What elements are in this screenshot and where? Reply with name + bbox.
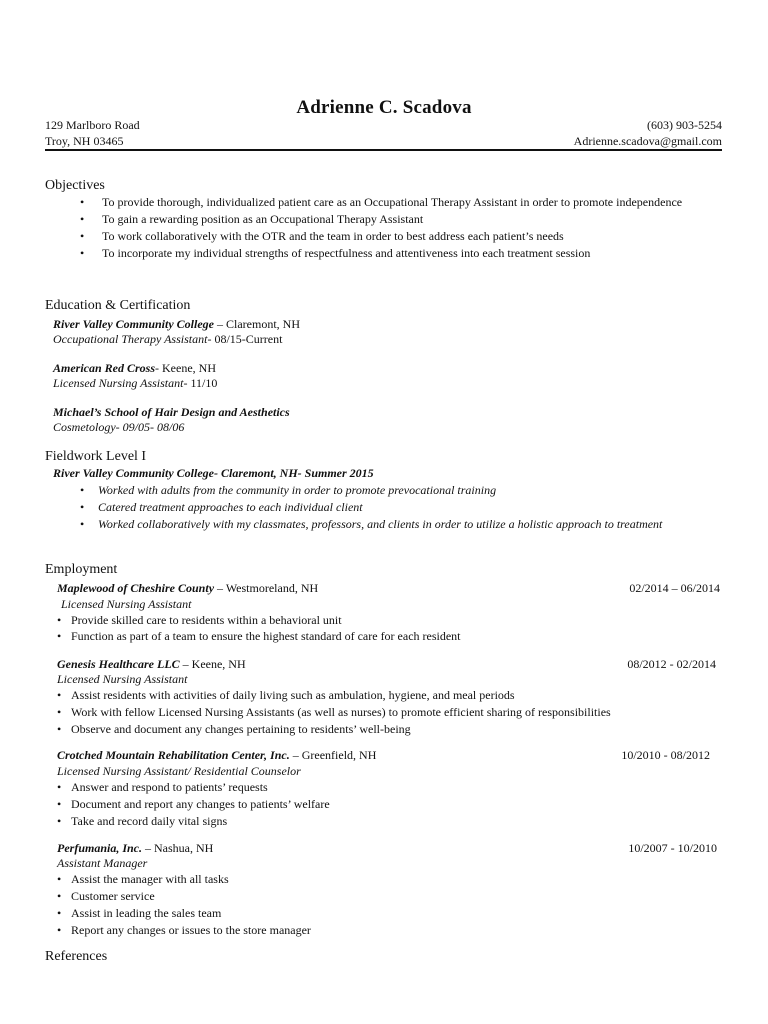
duty-text: Customer service [71, 889, 155, 903]
duty-text: Answer and respond to patients’ requests [71, 780, 268, 794]
header-divider [45, 149, 722, 151]
bullet-icon: • [57, 705, 62, 719]
program-dates: - 11/10 [183, 376, 218, 390]
job-duty [57, 905, 221, 921]
employer-name: Maplewood of Cheshire County [57, 581, 215, 595]
duty-text: Take and record daily vital signs [71, 814, 228, 828]
employer-name: Genesis Healthcare LLC [57, 657, 180, 671]
email-address: Adrienne.scadova@gmail.com [573, 134, 722, 148]
fieldwork-title: River Valley Community College- Claremont, NH- Summer 2015 [53, 466, 374, 480]
bullet-icon: • [80, 483, 85, 497]
program-dates: - 08/15-Current [207, 332, 283, 346]
objective-item [80, 228, 94, 244]
bullet-icon: • [57, 889, 62, 903]
address-line-2: Troy, NH 03465 [45, 134, 124, 148]
objectives-heading: Objectives [45, 178, 105, 193]
objective-text: To gain a rewarding position as an Occupational Therapy Assistant [102, 212, 424, 226]
school-name: River Valley Community College [53, 317, 214, 331]
fieldwork-text: Worked with adults from the community in order to promote prevocational training [98, 483, 497, 497]
program-dates: - 09/05- 08/06 [115, 420, 185, 434]
references-heading: References [45, 949, 108, 964]
fieldwork-text: Worked collaboratively with my classmates, professors, and clients in order to utilize a holistic approach to treatment [98, 517, 663, 531]
bullet-icon: • [80, 246, 85, 260]
job-dates: 02/2014 – 06/2014 [629, 581, 720, 595]
bullet-icon: • [80, 229, 85, 243]
job-header [57, 580, 318, 596]
school-location: – Claremont, NH [214, 317, 300, 331]
job-dates: 10/2010 - 08/2012 [621, 748, 710, 762]
job-header [57, 840, 213, 856]
duty-text: Work with fellow Licensed Nursing Assistants (as well as nurses) to promote efficient sharing of responsibilities [71, 705, 611, 719]
bullet-icon: • [57, 872, 62, 886]
education-entry [53, 404, 290, 420]
duty-text: Assist in leading the sales team [71, 906, 222, 920]
job-duty [57, 612, 342, 628]
job-header [57, 656, 246, 672]
duty-text: Assist the manager with all tasks [71, 872, 229, 886]
job-duty [57, 922, 311, 938]
objective-item [80, 194, 94, 210]
education-detail [53, 375, 217, 391]
job-role: Licensed Nursing Assistant/ Residential Counselor [57, 764, 301, 778]
job-duty [57, 687, 515, 703]
duty-text: Observe and document any changes pertaining to residents’ well-being [71, 722, 411, 736]
bullet-icon: • [57, 906, 62, 920]
job-duty [57, 779, 268, 795]
phone-number: (603) 903-5254 [647, 118, 722, 132]
bullet-icon: • [57, 688, 62, 702]
bullet-icon: • [57, 780, 62, 794]
employer-location: – Greenfield, NH [289, 748, 377, 762]
duty-text: Provide skilled care to residents within a behavioral unit [71, 613, 342, 627]
bullet-icon: • [80, 195, 85, 209]
job-header [57, 747, 376, 763]
bullet-icon: • [57, 722, 62, 736]
education-entry [53, 360, 216, 376]
job-duty [57, 888, 155, 904]
employer-name: Perfumania, Inc. [57, 841, 143, 855]
objective-text: To work collaboratively with the OTR and the team in order to best address each patient’s needs [102, 229, 564, 243]
school-name: American Red Cross [53, 361, 156, 375]
education-entry [53, 316, 300, 332]
duty-text: Report any changes or issues to the store manager [71, 923, 311, 937]
job-role: Licensed Nursing Assistant [57, 672, 188, 686]
job-role: Licensed Nursing Assistant [61, 597, 192, 611]
duty-text: Assist residents with activities of daily living such as ambulation, hygiene, and meal periods [71, 688, 515, 702]
bullet-icon: • [80, 517, 85, 531]
job-role: Assistant Manager [57, 856, 148, 870]
employer-name: Crotched Mountain Rehabilitation Center, Inc. [57, 748, 290, 762]
job-duty [57, 813, 227, 829]
job-duty [57, 796, 330, 812]
bullet-icon: • [57, 613, 62, 627]
fieldwork-text: Catered treatment approaches to each individual client [98, 500, 363, 514]
employment-heading: Employment [45, 562, 118, 577]
fieldwork-heading: Fieldwork Level I [45, 449, 147, 464]
program-name: Cosmetology [53, 420, 116, 434]
employer-location: – Nashua, NH [142, 841, 214, 855]
duty-text: Function as part of a team to ensure the highest standard of care for each resident [71, 629, 461, 643]
job-duty [57, 628, 461, 644]
resume-name: Adrienne C. Scadova [296, 97, 472, 118]
objective-item [80, 211, 94, 227]
employer-location: – Keene, NH [179, 657, 246, 671]
bullet-icon: • [57, 923, 62, 937]
fieldwork-item [80, 499, 94, 515]
objective-item [80, 245, 94, 261]
employer-location: – Westmoreland, NH [214, 581, 319, 595]
school-name: Michael’s School of Hair Design and Aesthetics [53, 405, 290, 419]
duty-text: Document and report any changes to patients’ welfare [71, 797, 330, 811]
program-name: Licensed Nursing Assistant [53, 376, 184, 390]
job-duty [57, 704, 611, 720]
job-duty [57, 871, 229, 887]
job-dates: 08/2012 - 02/2014 [627, 657, 716, 671]
education-heading: Education & Certification [45, 298, 191, 313]
fieldwork-item [80, 516, 94, 532]
bullet-icon: • [57, 629, 62, 643]
address-line-1: 129 Marlboro Road [45, 118, 140, 132]
bullet-icon: • [57, 814, 62, 828]
education-detail [53, 331, 282, 347]
job-duty [57, 721, 411, 737]
bullet-icon: • [57, 797, 62, 811]
objective-text: To provide thorough, individualized patient care as an Occupational Therapy Assistant in order to promote independence [102, 195, 683, 209]
fieldwork-item [80, 482, 94, 498]
objective-text: To incorporate my individual strengths of respectfulness and attentiveness into each treatment session [102, 246, 591, 260]
bullet-icon: • [80, 500, 85, 514]
job-dates: 10/2007 - 10/2010 [628, 841, 717, 855]
program-name: Occupational Therapy Assistant [53, 332, 208, 346]
school-location: - Keene, NH [155, 361, 216, 375]
education-detail [53, 419, 184, 435]
bullet-icon: • [80, 212, 85, 226]
